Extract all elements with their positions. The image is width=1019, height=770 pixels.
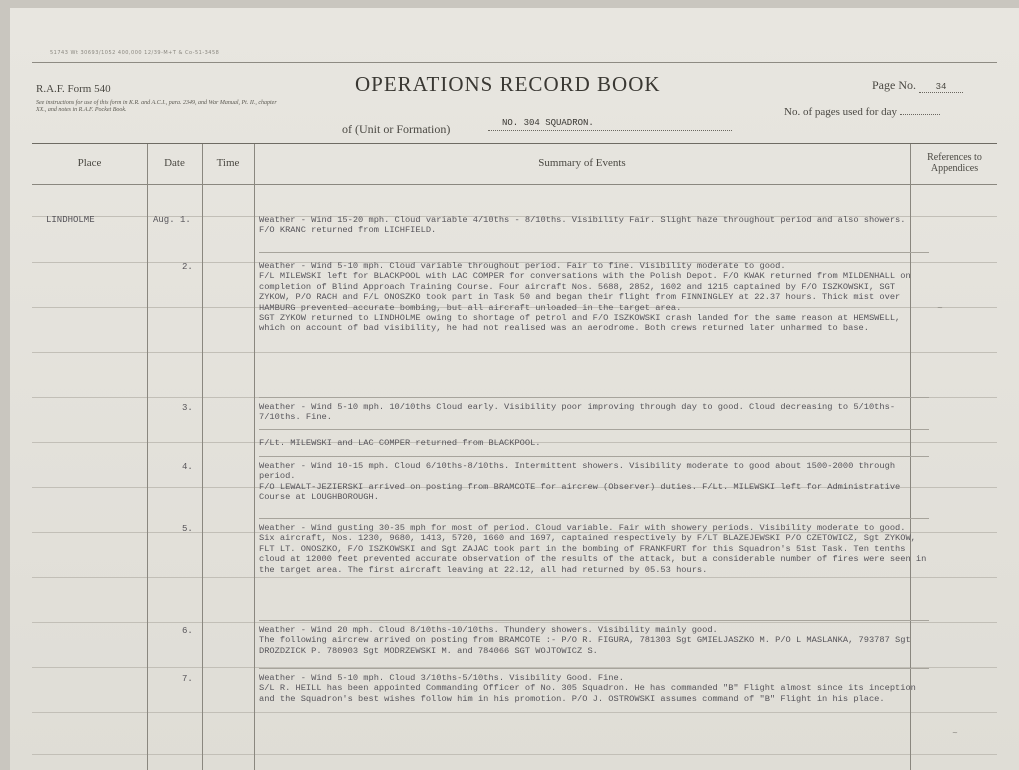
form-number: R.A.F. Form 540: [36, 83, 111, 95]
entry-separator: [259, 397, 929, 398]
page-title: OPERATIONS RECORD BOOK: [355, 72, 661, 96]
entry-paragraph: F/O KRANC returned from LICHFIELD.: [259, 225, 437, 236]
entry-paragraph: Weather - Wind 5-10 mph. 10/10ths Cloud early. Visibility poor improving through day to good. Cloud decreasing to 5/10ths-7/10ths. Fine.: [259, 402, 896, 423]
entry-paragraph: Weather - Wind 15-20 mph. Cloud variable 4/10ths - 8/10ths. Visibility Fair. Slight haze throughout period and also showers.: [259, 215, 906, 225]
entry-separator: [259, 252, 929, 253]
entry-date: 6.: [182, 626, 193, 636]
handwritten-reference-note: ~: [952, 729, 958, 737]
ruled-line: [32, 352, 997, 353]
ruled-line: [32, 754, 997, 755]
top-rule: [32, 62, 997, 63]
record-table: [32, 143, 997, 770]
entry-paragraph: F/Lt. MILEWSKI and LAC COMPER returned from BLACKPOOL.: [259, 438, 541, 448]
entry-paragraph: Weather - Wind 20 mph. Cloud 8/10ths-10/10ths. Thundery showers. Visibility mainly good.: [259, 625, 718, 635]
entry-date: 7.: [182, 674, 193, 684]
entry-paragraph: S/L R. HEILL has been appointed Commanding Officer of No. 305 Squadron. He has commanded "B" Flight almost since its inception and the Squadron's best wishes follow him in his promotion. P/O J. OSTROWSKI assumes command of "B" Flight in his place.: [259, 683, 916, 704]
entry-date: 5.: [182, 524, 193, 534]
column-rule: [202, 144, 203, 770]
entry-paragraph: Weather - Wind 5-10 mph. Cloud 3/10ths-5/10ths. Visibility Good. Fine.: [259, 673, 624, 683]
entry-paragraph: F/O LEWALT-JEZIERSKI arrived on posting from BRAMCOTE for aircrew (Observer) duties. F/Lt. MILEWSKI left for Administrative Course at LOUGHBOROUGH.: [259, 481, 901, 503]
column-header-date: Date: [164, 156, 185, 169]
entry-separator: [259, 620, 929, 621]
column-header-summary: Summary of Events: [538, 156, 626, 169]
printer-line: 51743 Wt 30693/1052 400,000 12/39-M+T & Co-51-3458: [50, 50, 220, 56]
ruled-line: [32, 712, 997, 713]
entry-summary: [259, 673, 929, 704]
unit-label: of (Unit or Formation): [342, 122, 451, 136]
entry-summary: [259, 523, 929, 575]
entry-summary: [259, 625, 929, 656]
page-number-value: 34: [919, 82, 963, 93]
entry-paragraph: Weather - Wind gusting 30-35 mph for most of period. Cloud variable. Fair with showery periods. Visibility moderate to good.: [259, 523, 906, 533]
entry-date: Aug. 1.: [153, 215, 191, 225]
page-number-field: [872, 78, 963, 93]
entry-paragraph: The following aircrew arrived on posting from BRAMCOTE :- P/O R. FIGURA, 781303 Sgt GMIELJASZKO M. P/O L MASLANKA, 793787 Sgt DROZDZICK P. 780903 Sgt MODRZEWSKI M. and 784066 SGT WOJTOWICZ S.: [259, 635, 911, 656]
page-number-label: Page No.: [872, 78, 916, 92]
entry-paragraph: F/L MILEWSKI left for BLACKPOOL with LAC COMPER for conversations with the Polish Depot. F/O KWAK returned from MILDENHALL on completion of Blind Approach Training Course. Four aircraft Nos. 5688, 2852, 1602 and 1215 captained by F/O ISZKOWSKI, SGT ZYKOW, P/O RACH and F/L ONOSZKO took part in Task 50 and began their flight from FINNINGLEY at 22.37 hours. Thick mist over HAMBURG prevented accurate bombing, but all aircraft unloaded in the target area.: [259, 271, 911, 313]
column-header-time: Time: [216, 156, 240, 169]
column-rule: [147, 144, 148, 770]
ruled-line: [32, 622, 997, 623]
pages-used-value: [900, 114, 940, 115]
entry-paragraph: Weather - Wind 10-15 mph. Cloud 6/10ths-8/10ths. Intermittent showers. Visibility moderate to good about 1500-2000 through period.: [259, 461, 896, 482]
entry-summary: [259, 215, 929, 236]
entry-paragraph: SGT ZYKOW returned to LINDHOLME owing to shortage of petrol and F/O ISZKOWSKI crash landed for the same reason at HEMSWELL, which on account of bad visibility, he had not realised was an aerodrome. Both crews returned later unharmed to base.: [259, 313, 901, 334]
entry-summary: [259, 261, 929, 334]
unit-value: NO. 304 SQUADRON.: [488, 116, 732, 131]
pages-used-label: No. of pages used for day: [784, 106, 898, 118]
handwritten-reference-note: ~: [937, 304, 943, 312]
record-sheet: [10, 8, 1019, 770]
entry-summary: [259, 461, 929, 503]
entry-paragraph: Six aircraft, Nos. 1230, 9680, 1413, 5720, 1660 and 1697, captained respectively by F/LT BLAZEJEWSKI P/O CZETOWICZ, Sgt ZYKOW, FLT LT. ONOSZKO, F/O ISZKOWSKI and Sgt ZAJAC took part in the bombing of FRANKFURT for this Squadron's 51st Task. Ten tenths cloud at 12000 feet prevented accurate observation of the results of the attack, but a considerable number of fires were seen in the target area. The first aircraft leaving at 22.12, all had returned by 05.53 hours.: [259, 533, 927, 575]
entry-place: LINDHOLME: [46, 215, 95, 225]
entry-summary: [259, 438, 929, 448]
entry-separator: [259, 456, 929, 457]
entry-date: 2.: [182, 262, 193, 272]
entry-separator: [259, 668, 929, 669]
entry-summary: [259, 402, 929, 423]
entry-date: 3.: [182, 403, 193, 413]
column-rule: [254, 144, 255, 770]
entry-date: 4.: [182, 462, 193, 472]
header-rule: [32, 184, 997, 185]
entry-separator: [259, 518, 929, 519]
entry-separator: [259, 429, 929, 430]
entry-paragraph: Weather - Wind 5-10 mph. Cloud variable throughout period. Fair to fine. Visibility moderate to good.: [259, 261, 786, 271]
form-instructions: See instructions for use of this form in K.R. and A.C.I., para. 2349, and War Manual, Pt. II., chapter XX., and notes in R.A.F. Pocket Book.: [36, 100, 277, 113]
pages-used-field: [784, 106, 940, 118]
column-header-place: Place: [77, 156, 102, 169]
column-header-references: References to Appendices: [927, 152, 982, 174]
ruled-line: [32, 577, 997, 578]
